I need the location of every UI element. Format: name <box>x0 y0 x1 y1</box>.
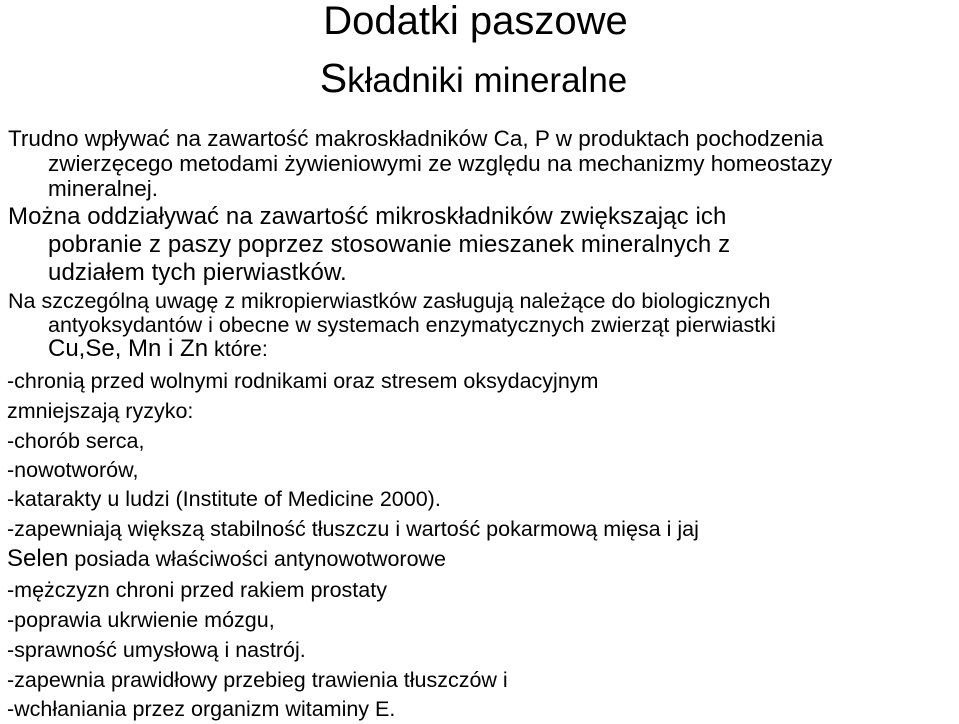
paragraph-line: pobranie z paszy poprzez stosowanie mieszanek mineralnych z <box>48 231 731 258</box>
paragraph-tail: które: <box>208 337 268 361</box>
paragraph-line: udziałem tych pierwiastków. <box>48 259 347 286</box>
element-symbols: Cu,Se, Mn i Zn <box>48 335 209 362</box>
list-item: -mężczyzn chroni przed rakiem prostaty <box>7 578 387 602</box>
list-item: -zapewnia prawidłowy przebieg trawienia tłuszczów i <box>7 668 508 692</box>
list-item: zmniejszają ryzyko: <box>7 399 194 423</box>
slide-subtitle <box>0 54 953 105</box>
paragraph-microelements <box>8 203 953 287</box>
paragraph-macroelements <box>8 126 953 201</box>
list-item: -zapewniają większą stabilność tłuszczu i wartość pokarmową mięsa i jaj <box>7 517 699 541</box>
selenium-label: Selen <box>7 545 69 572</box>
paragraph-line <box>8 337 953 361</box>
list-item: -chorób serca, <box>7 429 145 453</box>
paragraph-line: Trudno wpływać na zawartość makroskładników Ca, P w produktach pochodzenia <box>8 126 824 151</box>
list-item <box>7 545 446 573</box>
list-item: -nowotworów, <box>7 458 139 482</box>
paragraph-line: zwierzęcego metodami żywieniowymi ze względu na mechanizmy homeostazy <box>48 151 833 176</box>
list-item: -sprawność umysłową i nastrój. <box>7 638 306 662</box>
list-item: -poprawia ukrwienie mózgu, <box>7 608 275 632</box>
list-item: -wchłaniania przez organizm witaminy E. <box>7 697 396 721</box>
list-item: -chronią przed wolnymi rodnikami oraz stresem oksydacyjnym <box>7 369 599 393</box>
list-item: -katarakty u ludzi (Institute of Medicine 2000). <box>7 487 441 511</box>
paragraph-line: Można oddziaływać na zawartość mikroskładników zwiększając ich <box>8 203 727 230</box>
subtitle-rest: kładniki mineralne <box>347 61 628 100</box>
paragraph-antioxidants <box>8 289 953 361</box>
paragraph-line: antyoksydantów i obecne w systemach enzymatycznych zwierząt pierwiastki <box>48 313 776 337</box>
subtitle-initial: S <box>319 55 348 101</box>
paragraph-line: Na szczególną uwagę z mikropierwiastków zasługują należące do biologicznych <box>8 289 771 313</box>
paragraph-line: mineralnej. <box>48 176 159 201</box>
list-item-text: posiada właściwości antynowotworowe <box>68 547 447 571</box>
slide-title: Dodatki paszowe <box>323 0 628 43</box>
